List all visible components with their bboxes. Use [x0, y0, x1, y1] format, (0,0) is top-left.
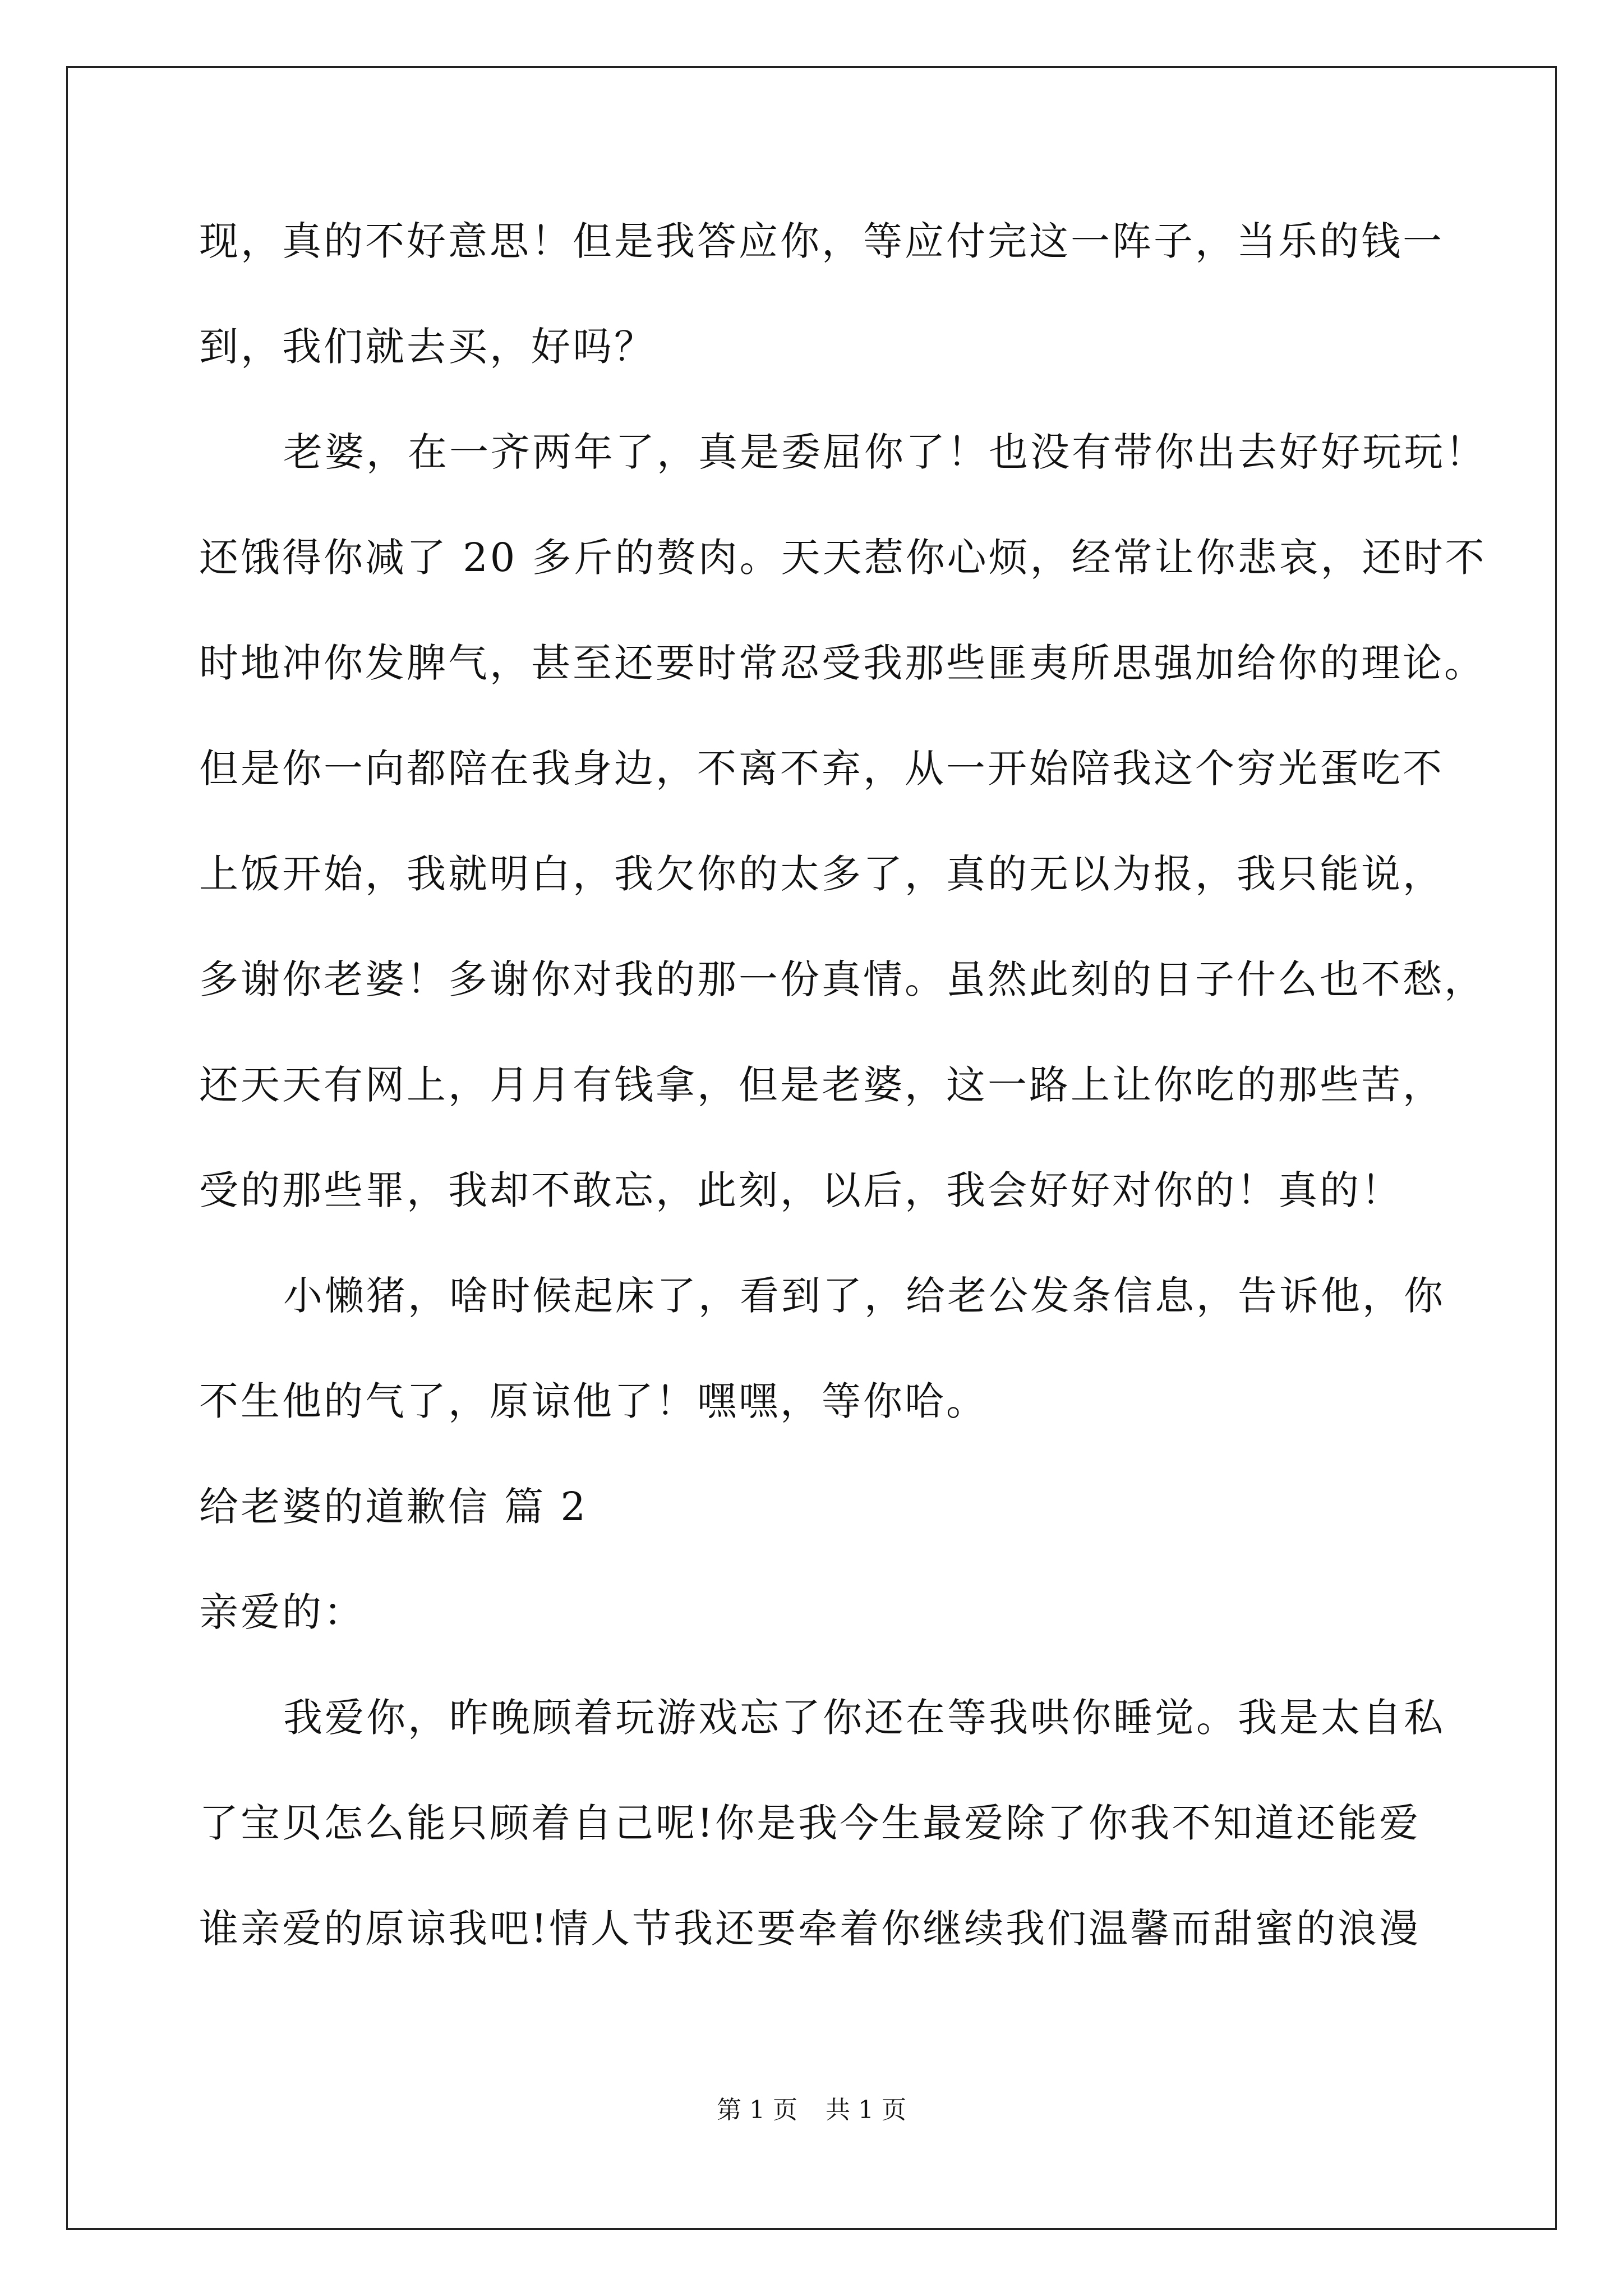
text-line: 受的那些罪，我却不敢忘，此刻，以后，我会好好对你的！真的！	[199, 1167, 1403, 1213]
text-line: 谁亲爱的原谅我吧!情人节我还要牵着你继续我们温馨而甜蜜的浪漫	[199, 1906, 1421, 1952]
text-line: 多谢你老婆！多谢你对我的那一份真情。虽然此刻的日子什么也不愁，	[199, 956, 1486, 1002]
text-line: 时地冲你发脾气，甚至还要时常忍受我那些匪夷所思强加给你的理论。	[199, 640, 1486, 686]
page-number-current: 第 1 页	[717, 2096, 797, 2124]
text-line: 老婆，在一齐两年了，真是委屈你了！也没有带你出去好好玩玩！	[283, 429, 1487, 475]
page-number-total: 共 1 页	[826, 2096, 906, 2124]
salutation: 亲爱的：	[199, 1589, 365, 1635]
text-line: 但是你一向都陪在我身边，不离不弃，从一开始陪我这个穷光蛋吃不	[199, 746, 1444, 792]
document-body	[199, 218, 1487, 2014]
text-line: 小懒猪，啥时候起床了，看到了，给老公发条信息，告诉他，你	[283, 1273, 1445, 1319]
text-line: 还天天有网上，月月有钱拿，但是老婆，这一路上让你吃的那些苦，	[199, 1062, 1444, 1108]
section-heading: 给老婆的道歉信 篇 2	[199, 1484, 588, 1530]
page-footer	[0, 2096, 1623, 2124]
text-line: 上饭开始，我就明白，我欠你的太多了，真的无以为报，我只能说，	[199, 851, 1444, 897]
text-line: 我爱你，昨晚顾着玩游戏忘了你还在等我哄你睡觉。我是太自私	[283, 1695, 1445, 1741]
text-line: 现，真的不好意思！但是我答应你，等应付完这一阵子，当乐的钱一	[199, 218, 1444, 264]
text-line: 还饿得你减了 20 多斤的赘肉。天天惹你心烦，经常让你悲哀，还时不	[199, 535, 1487, 581]
text-line: 不生他的气了，原谅他了！嘿嘿，等你哈。	[199, 1378, 988, 1424]
text-line: 到，我们就去买，好吗？	[199, 324, 656, 370]
text-line: 了宝贝怎么能只顾着自己呢!你是我今生最爱除了你我不知道还能爱	[199, 1800, 1421, 1846]
